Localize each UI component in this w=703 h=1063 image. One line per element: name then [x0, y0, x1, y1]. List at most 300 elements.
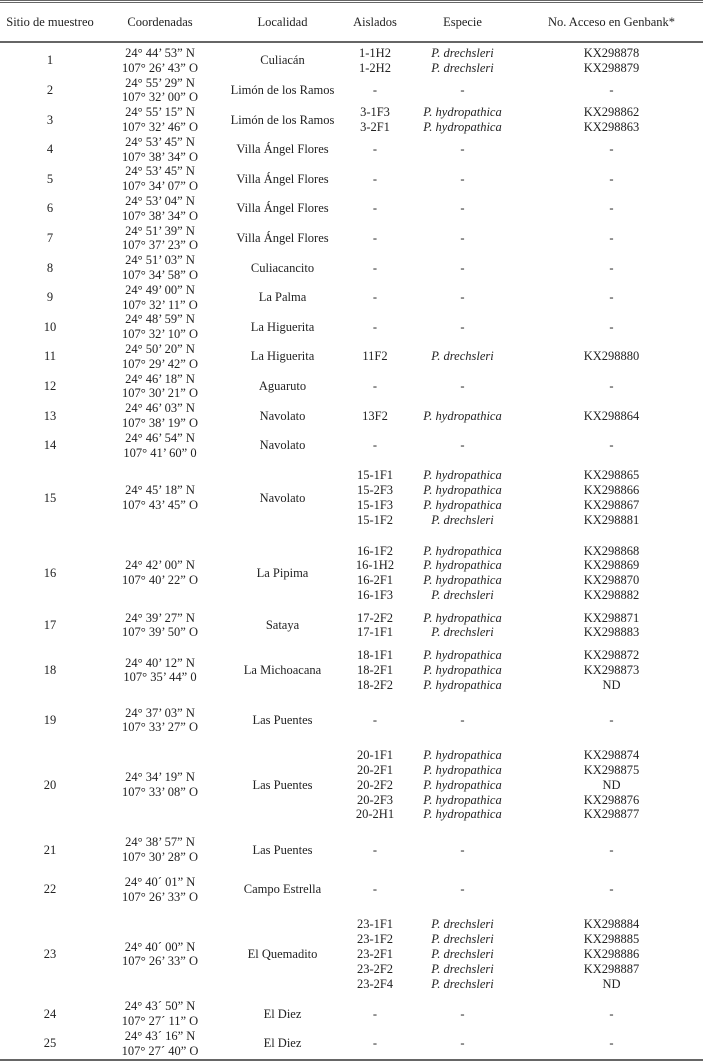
- cell-coordenadas: [100, 105, 220, 135]
- isolate-id: 20-2H1: [355, 807, 395, 822]
- cell-genbank: [520, 909, 703, 999]
- sitio-number: 13: [43, 408, 57, 423]
- sitio-number: 25: [43, 1036, 57, 1051]
- isolate-id: -: [372, 82, 378, 97]
- table-row: [0, 740, 703, 830]
- longitude: 107° 30’ 21” O: [122, 386, 198, 401]
- cell-coordenadas: [100, 42, 220, 76]
- cell-localidad: [220, 283, 345, 313]
- sitio-number: 16: [43, 565, 57, 580]
- genbank-accession: KX298875: [583, 763, 640, 778]
- localidad: Navolato: [259, 490, 306, 505]
- localidad: Culiacán: [260, 53, 305, 68]
- species: -: [460, 1006, 465, 1021]
- genbank-accession: KX298887: [583, 961, 640, 976]
- table-row: [0, 460, 703, 535]
- cell-especie: [405, 740, 520, 830]
- localidad: Villa Ángel Flores: [236, 230, 329, 245]
- cell-genbank: [520, 740, 703, 830]
- cell-localidad: [220, 640, 345, 700]
- sitio-number: 7: [46, 230, 54, 245]
- cell-coordenadas: [100, 460, 220, 535]
- cell-especie: [405, 401, 520, 431]
- species: P. hydropathica: [423, 677, 502, 692]
- sitio-number: 21: [43, 842, 57, 857]
- cell-coordenadas: [100, 1029, 220, 1060]
- cell-aislados: [345, 194, 405, 224]
- sitio-number: 10: [43, 319, 57, 334]
- cell-genbank: [520, 701, 703, 741]
- isolate-id: 3-2F1: [360, 119, 390, 134]
- species: P. hydropathica: [423, 777, 502, 792]
- longitude: 107° 40’ 22” O: [122, 573, 198, 588]
- cell-localidad: [220, 460, 345, 535]
- cell-sitio: [0, 76, 100, 106]
- genbank-accession: KX298872: [583, 648, 640, 663]
- isolate-id: 16-1F2: [356, 543, 394, 558]
- isolate-id: -: [372, 171, 378, 186]
- cell-localidad: [220, 164, 345, 194]
- species: -: [460, 882, 465, 897]
- species: -: [460, 842, 465, 857]
- isolate-id: 16-2F1: [356, 573, 394, 588]
- genbank-accession: -: [609, 319, 614, 334]
- species: P. hydropathica: [423, 468, 502, 483]
- cell-coordenadas: [100, 401, 220, 431]
- cell-localidad: [220, 909, 345, 999]
- table-row: [0, 135, 703, 165]
- sitio-number: 20: [43, 777, 57, 792]
- cell-sitio: [0, 401, 100, 431]
- genbank-accession: -: [609, 171, 614, 186]
- species: -: [460, 438, 465, 453]
- table-row: [0, 42, 703, 76]
- cell-coordenadas: [100, 253, 220, 283]
- cell-genbank: [520, 999, 703, 1029]
- isolate-id: 23-2F2: [356, 961, 394, 976]
- isolate-id: -: [372, 438, 378, 453]
- cell-genbank: [520, 640, 703, 700]
- species: P. drechsleri: [431, 932, 494, 947]
- latitude: 24° 53’ 45” N: [125, 164, 195, 179]
- species: P. drechsleri: [431, 976, 494, 991]
- cell-especie: [405, 76, 520, 106]
- cell-especie: [405, 283, 520, 313]
- table-row: [0, 870, 703, 910]
- genbank-accession: KX298871: [583, 610, 640, 625]
- cell-genbank: [520, 76, 703, 106]
- genbank-accession: KX298865: [583, 468, 640, 483]
- species: P. hydropathica: [423, 807, 502, 822]
- cell-localidad: [220, 431, 345, 461]
- cell-sitio: [0, 164, 100, 194]
- cell-genbank: [520, 830, 703, 870]
- table-row: [0, 401, 703, 431]
- genbank-accession: -: [609, 842, 614, 857]
- cell-sitio: [0, 640, 100, 700]
- longitude: 107° 41’ 60” 0: [123, 445, 197, 460]
- longitude: 107° 27´ 11” O: [121, 1014, 199, 1029]
- latitude: 24° 34’ 19” N: [125, 770, 195, 785]
- cell-aislados: [345, 105, 405, 135]
- localidad: Las Puentes: [252, 713, 313, 728]
- cell-coordenadas: [100, 342, 220, 372]
- table-row: [0, 194, 703, 224]
- localidad: Limón de los Ramos: [230, 82, 335, 97]
- isolate-id: 3-1F3: [360, 105, 390, 120]
- cell-genbank: [520, 1029, 703, 1060]
- cell-sitio: [0, 460, 100, 535]
- genbank-accession: KX298880: [583, 349, 640, 364]
- cell-genbank: [520, 283, 703, 313]
- table-row: [0, 1029, 703, 1060]
- genbank-accession: KX298873: [583, 663, 640, 678]
- isolate-id: -: [372, 319, 378, 334]
- isolate-id: 18-1F1: [356, 648, 394, 663]
- cell-genbank: [520, 42, 703, 76]
- isolate-id: 13F2: [362, 408, 388, 423]
- cell-especie: [405, 640, 520, 700]
- cell-coordenadas: [100, 870, 220, 910]
- cell-coordenadas: [100, 909, 220, 999]
- cell-sitio: [0, 701, 100, 741]
- cell-aislados: [345, 135, 405, 165]
- species: P. drechsleri: [431, 587, 494, 602]
- isolate-id: 23-1F2: [356, 932, 394, 947]
- cell-especie: [405, 42, 520, 76]
- localidad: Navolato: [259, 408, 306, 423]
- cell-especie: [405, 164, 520, 194]
- longitude: 107° 32’ 46” O: [122, 119, 198, 134]
- longitude: 107° 38’ 19” O: [122, 415, 198, 430]
- species: P. hydropathica: [423, 543, 502, 558]
- longitude: 107° 39’ 50” O: [122, 625, 198, 640]
- species: P. drechsleri: [431, 917, 494, 932]
- isolate-id: 23-2F4: [356, 976, 394, 991]
- species: -: [460, 201, 465, 216]
- isolate-id: -: [372, 842, 378, 857]
- isolate-id: -: [372, 1006, 378, 1021]
- cell-especie: [405, 431, 520, 461]
- header-genbank: No. Acceso en Genbank*: [547, 14, 676, 29]
- latitude: 24° 55’ 29” N: [125, 75, 195, 90]
- localidad: El Diez: [263, 1036, 302, 1051]
- sitio-number: 24: [43, 1006, 57, 1021]
- table-row: [0, 76, 703, 106]
- cell-coordenadas: [100, 431, 220, 461]
- cell-localidad: [220, 701, 345, 741]
- genbank-accession: KX298869: [583, 558, 640, 573]
- longitude: 107° 38’ 34” O: [122, 149, 198, 164]
- sitio-number: 5: [46, 171, 54, 186]
- cell-sitio: [0, 224, 100, 254]
- species: -: [460, 171, 465, 186]
- cell-especie: [405, 701, 520, 741]
- latitude: 24° 46’ 54” N: [125, 430, 195, 445]
- latitude: 24° 51’ 03” N: [125, 253, 195, 268]
- longitude: 107° 30’ 28” O: [122, 850, 198, 865]
- localidad: Campo Estrella: [243, 882, 322, 897]
- species: P. hydropathica: [423, 483, 502, 498]
- cell-especie: [405, 830, 520, 870]
- longitude: 107° 37’ 23” O: [122, 238, 198, 253]
- sitio-number: 6: [46, 201, 54, 216]
- cell-aislados: [345, 401, 405, 431]
- species: -: [460, 230, 465, 245]
- table-row: [0, 909, 703, 999]
- cell-localidad: [220, 342, 345, 372]
- cell-aislados: [345, 372, 405, 402]
- latitude: 24° 39’ 27” N: [125, 610, 195, 625]
- cell-localidad: [220, 830, 345, 870]
- species: -: [460, 378, 465, 393]
- cell-coordenadas: [100, 740, 220, 830]
- cell-especie: [405, 611, 520, 641]
- cell-especie: [405, 224, 520, 254]
- cell-especie: [405, 1029, 520, 1060]
- cell-genbank: [520, 312, 703, 342]
- longitude: 107° 26’ 43” O: [122, 60, 198, 75]
- cell-coordenadas: [100, 194, 220, 224]
- isolate-id: 1-1H2: [359, 46, 391, 60]
- isolate-id: 20-1F1: [356, 748, 394, 763]
- sitio-number: 17: [43, 618, 57, 633]
- table-row: [0, 283, 703, 313]
- genbank-accession: ND: [602, 976, 621, 991]
- cell-aislados: [345, 283, 405, 313]
- longitude: 107° 33’ 27” O: [122, 720, 198, 735]
- cell-coordenadas: [100, 701, 220, 741]
- cell-genbank: [520, 431, 703, 461]
- sitio-number: 19: [43, 713, 57, 728]
- cell-sitio: [0, 194, 100, 224]
- genbank-accession: KX298862: [583, 105, 640, 120]
- genbank-accession: -: [609, 713, 614, 728]
- cell-coordenadas: [100, 283, 220, 313]
- latitude: 24° 55’ 15” N: [125, 105, 195, 120]
- genbank-accession: KX298884: [583, 917, 640, 932]
- isolate-id: -: [372, 290, 378, 305]
- cell-genbank: [520, 164, 703, 194]
- cell-coordenadas: [100, 536, 220, 611]
- header-especie: Especie: [443, 14, 482, 29]
- isolate-id: 20-2F1: [356, 763, 394, 778]
- longitude: 107° 35’ 44” 0: [123, 670, 197, 685]
- cell-genbank: [520, 611, 703, 641]
- table-row: [0, 253, 703, 283]
- latitude: 24° 40´ 00” N: [124, 939, 196, 954]
- sitio-number: 18: [43, 663, 57, 678]
- genbank-accession: KX298879: [583, 60, 640, 75]
- cell-sitio: [0, 253, 100, 283]
- table-row: [0, 224, 703, 254]
- isolate-id: 1-2H2: [359, 60, 391, 75]
- isolate-id: 16-1H2: [355, 558, 395, 573]
- latitude: 24° 37’ 03” N: [125, 705, 195, 720]
- species: P. hydropathica: [423, 663, 502, 678]
- longitude: 107° 34’ 58” O: [122, 267, 198, 282]
- latitude: 24° 43´ 16” N: [124, 1029, 196, 1044]
- species: -: [460, 1036, 465, 1051]
- table-row: [0, 312, 703, 342]
- species: P. hydropathica: [423, 573, 502, 588]
- genbank-accession: -: [609, 260, 614, 275]
- localidad: La Palma: [258, 290, 307, 305]
- genbank-accession: -: [609, 438, 614, 453]
- isolate-id: 17-2F2: [356, 610, 394, 625]
- cell-aislados: [345, 536, 405, 611]
- cell-sitio: [0, 1029, 100, 1060]
- cell-aislados: [345, 870, 405, 910]
- cell-especie: [405, 536, 520, 611]
- species: P. drechsleri: [431, 961, 494, 976]
- isolate-id: 16-1F3: [356, 587, 394, 602]
- cell-coordenadas: [100, 640, 220, 700]
- longitude: 107° 27´ 40” O: [121, 1043, 199, 1058]
- localidad: La Pipima: [256, 565, 309, 580]
- species: -: [460, 290, 465, 305]
- genbank-accession: -: [609, 1036, 614, 1051]
- isolate-id: -: [372, 1036, 378, 1051]
- localidad: Villa Ángel Flores: [236, 171, 329, 186]
- cell-sitio: [0, 611, 100, 641]
- table-row: [0, 701, 703, 741]
- species: P. hydropathica: [423, 763, 502, 778]
- localidad: Limón de los Ramos: [230, 112, 335, 127]
- species: P. hydropathica: [423, 610, 502, 625]
- table-row: [0, 536, 703, 611]
- species: P. hydropathica: [423, 792, 502, 807]
- cell-localidad: [220, 999, 345, 1029]
- genbank-accession: -: [609, 378, 614, 393]
- cell-especie: [405, 909, 520, 999]
- species: P. drechsleri: [431, 947, 494, 962]
- genbank-accession: ND: [602, 777, 621, 792]
- genbank-accession: KX298867: [583, 497, 640, 512]
- cell-sitio: [0, 342, 100, 372]
- cell-especie: [405, 105, 520, 135]
- localidad: Aguaruto: [258, 378, 307, 393]
- species: -: [460, 260, 465, 275]
- isolate-id: 20-2F3: [356, 792, 394, 807]
- table-row: [0, 611, 703, 641]
- species: P. drechsleri: [431, 349, 494, 364]
- bottom-rule: [0, 1060, 703, 1063]
- latitude: 24° 53’ 45” N: [125, 134, 195, 149]
- cell-coordenadas: [100, 312, 220, 342]
- genbank-accession: KX298878: [583, 46, 640, 60]
- cell-genbank: [520, 135, 703, 165]
- cell-genbank: [520, 342, 703, 372]
- localidad: Las Puentes: [252, 842, 313, 857]
- cell-genbank: [520, 224, 703, 254]
- genbank-accession: -: [609, 230, 614, 245]
- latitude: 24° 45’ 18” N: [125, 483, 195, 498]
- sitio-number: 8: [46, 260, 54, 275]
- cell-sitio: [0, 283, 100, 313]
- cell-aislados: [345, 342, 405, 372]
- cell-localidad: [220, 536, 345, 611]
- cell-aislados: [345, 830, 405, 870]
- cell-sitio: [0, 312, 100, 342]
- sitio-number: 12: [43, 378, 57, 393]
- latitude: 24° 46’ 03” N: [125, 401, 195, 416]
- cell-coordenadas: [100, 135, 220, 165]
- cell-genbank: [520, 105, 703, 135]
- sitio-number: 2: [46, 82, 54, 97]
- sitio-number: 15: [43, 490, 57, 505]
- localidad: Villa Ángel Flores: [236, 142, 329, 157]
- cell-localidad: [220, 194, 345, 224]
- isolate-id: 15-1F1: [356, 468, 394, 483]
- sitio-number: 14: [43, 438, 57, 453]
- cell-aislados: [345, 164, 405, 194]
- table-header-row: [0, 2, 703, 43]
- cell-aislados: [345, 640, 405, 700]
- cell-sitio: [0, 42, 100, 76]
- genbank-accession: -: [609, 201, 614, 216]
- latitude: 24° 53’ 04” N: [125, 193, 195, 208]
- species: P. hydropathica: [423, 648, 502, 663]
- cell-localidad: [220, 312, 345, 342]
- sitio-number: 11: [43, 349, 57, 364]
- cell-aislados: [345, 740, 405, 830]
- cell-genbank: [520, 536, 703, 611]
- longitude: 107° 26’ 33” O: [122, 889, 198, 904]
- genbank-accession: KX298881: [583, 512, 640, 527]
- cell-coordenadas: [100, 224, 220, 254]
- longitude: 107° 26’ 33” O: [122, 954, 198, 969]
- cell-genbank: [520, 194, 703, 224]
- sitio-number: 4: [46, 142, 54, 157]
- cell-sitio: [0, 870, 100, 910]
- species: P. hydropathica: [423, 497, 502, 512]
- isolate-id: 11F2: [362, 349, 388, 364]
- isolate-id: 23-1F1: [356, 917, 394, 932]
- latitude: 24° 44’ 53” N: [125, 46, 195, 60]
- longitude: 107° 29’ 42” O: [122, 356, 198, 371]
- table-row: [0, 830, 703, 870]
- cell-genbank: [520, 401, 703, 431]
- table-row: [0, 105, 703, 135]
- cell-aislados: [345, 76, 405, 106]
- cell-localidad: [220, 870, 345, 910]
- genbank-accession: -: [609, 290, 614, 305]
- isolate-id: 15-1F3: [356, 497, 394, 512]
- cell-genbank: [520, 372, 703, 402]
- species: -: [460, 713, 465, 728]
- cell-genbank: [520, 460, 703, 535]
- genbank-accession: KX298886: [583, 947, 640, 962]
- cell-especie: [405, 194, 520, 224]
- genbank-accession: KX298868: [583, 543, 640, 558]
- cell-aislados: [345, 42, 405, 76]
- cell-localidad: [220, 611, 345, 641]
- genbank-accession: KX298866: [583, 483, 640, 498]
- isolate-id: -: [372, 230, 378, 245]
- isolate-id: -: [372, 260, 378, 275]
- sitio-number: 9: [46, 290, 54, 305]
- cell-aislados: [345, 909, 405, 999]
- cell-aislados: [345, 431, 405, 461]
- cell-sitio: [0, 999, 100, 1029]
- header-coordenadas: Coordenadas: [127, 14, 193, 29]
- cell-sitio: [0, 740, 100, 830]
- localidad: Villa Ángel Flores: [236, 201, 329, 216]
- longitude: 107° 32’ 10” O: [122, 327, 198, 342]
- header-localidad: Localidad: [257, 14, 308, 29]
- latitude: 24° 38’ 57” N: [125, 835, 195, 850]
